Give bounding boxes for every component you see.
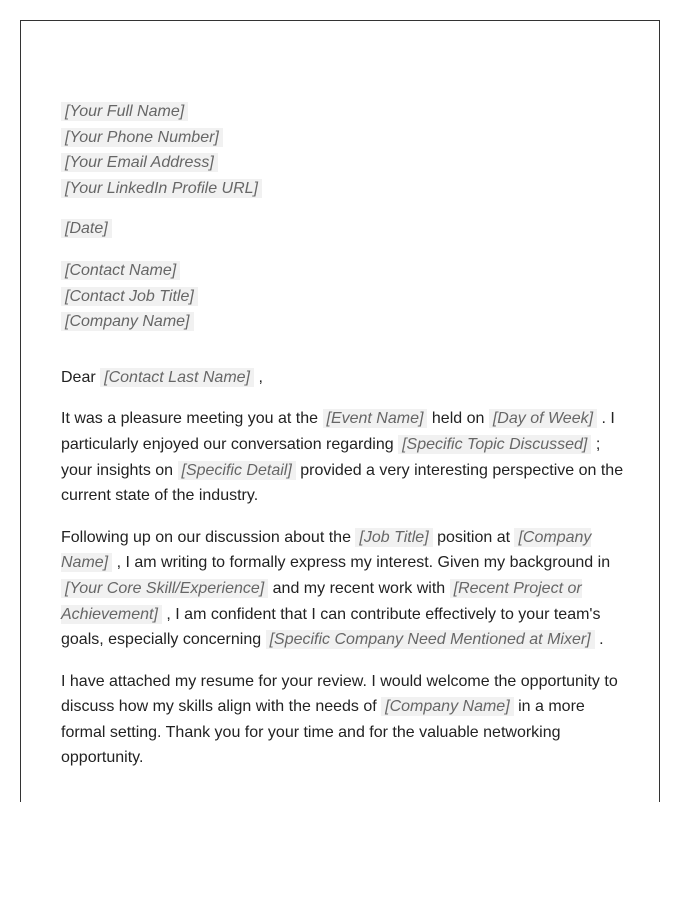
letter-page bbox=[20, 20, 660, 802]
date-block bbox=[61, 216, 627, 242]
detail-placeholder: [Specific Detail] bbox=[178, 461, 296, 480]
recipient-company: [Company Name] bbox=[61, 312, 194, 331]
paragraph-text: I have attached my resume for your review. I would welcome the opportunity to discuss how my skills align with the needs of bbox=[61, 672, 618, 716]
paragraph-text: held on bbox=[431, 410, 485, 428]
salutation-word: Dear bbox=[61, 368, 96, 386]
day-of-week-placeholder: [Day of Week] bbox=[489, 409, 597, 428]
sender-email: [Your Email Address] bbox=[61, 153, 218, 172]
paragraph-text: . bbox=[599, 631, 604, 649]
salutation bbox=[61, 365, 627, 391]
recipient-name: [Contact Name] bbox=[61, 261, 180, 280]
body-paragraph-3 bbox=[61, 669, 627, 771]
paragraph-text: , I am writing to formally express my interest. Given my background in bbox=[116, 554, 611, 572]
paragraph-text: . I particularly enjoyed our conversation regarding bbox=[61, 410, 615, 453]
topic-placeholder: [Specific Topic Discussed] bbox=[398, 435, 591, 454]
letter-content bbox=[61, 99, 627, 787]
recipient-block bbox=[61, 258, 627, 335]
letter-date: [Date] bbox=[61, 219, 112, 238]
company-placeholder: [Company Name] bbox=[381, 697, 514, 716]
company-placeholder: [Company Name] bbox=[61, 528, 592, 572]
sender-linkedin: [Your LinkedIn Profile URL] bbox=[61, 179, 262, 198]
body-paragraph-1 bbox=[61, 406, 627, 508]
paragraph-text: , I am confident that I can contribute effectively to your team's goals, especially concerning bbox=[61, 605, 601, 649]
paragraph-text: in a more formal setting. Thank you for your time and for the valuable networking opportunity. bbox=[61, 698, 585, 767]
salutation-name: [Contact Last Name] bbox=[100, 368, 254, 387]
event-name-placeholder: [Event Name] bbox=[323, 409, 428, 428]
paragraph-text: Following up on our discussion about the bbox=[61, 528, 351, 546]
paragraph-text: ; your insights on bbox=[61, 435, 601, 479]
recipient-job-title: [Contact Job Title] bbox=[61, 287, 198, 306]
paragraph-text: and my recent work with bbox=[272, 579, 446, 597]
skill-placeholder: [Your Core Skill/Experience] bbox=[61, 579, 268, 598]
sender-contact-block bbox=[61, 99, 627, 201]
company-need-placeholder: [Specific Company Need Mentioned at Mixer] bbox=[266, 630, 595, 649]
sender-phone: [Your Phone Number] bbox=[61, 128, 223, 147]
salutation-comma: , bbox=[258, 368, 263, 386]
sender-name: [Your Full Name] bbox=[61, 102, 188, 121]
job-title-placeholder: [Job Title] bbox=[355, 528, 432, 547]
paragraph-text: provided a very interesting perspective on the current state of the industry. bbox=[61, 461, 624, 505]
paragraph-text: It was a pleasure meeting you at the bbox=[61, 410, 319, 428]
paragraph-text: position at bbox=[437, 528, 511, 546]
project-placeholder: [Recent Project or Achievement] bbox=[61, 579, 582, 623]
body-paragraph-2 bbox=[61, 525, 627, 653]
